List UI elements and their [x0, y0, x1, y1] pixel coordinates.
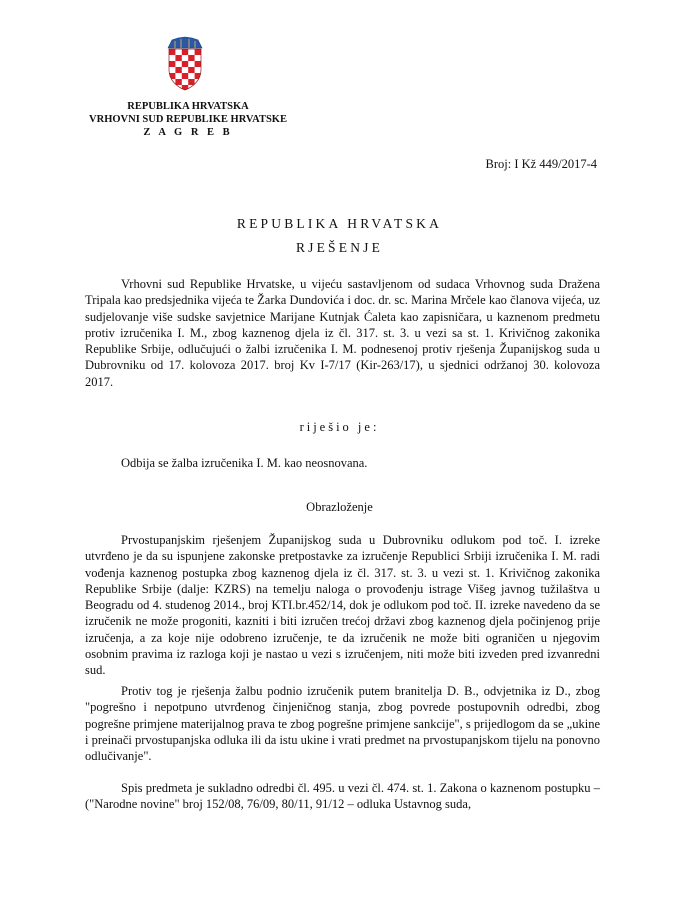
court-city: Z A G R E B — [143, 127, 233, 138]
document-title-country: REPUBLIKA HRVATSKA — [236, 216, 443, 231]
ruling-text: Odbija se žalba izručenika I. M. kao neosnovana. — [121, 456, 368, 470]
reasoning-paragraph: Protiv tog je rješenja žalbu podnio izručenik putem branitelja D. B., odvjetnika iz D., zbog "pogrešno i nepotpuno utvrđenog činjeničnog stanja, zbog povrede postupovnih odredbi, zbog pogrešne primjene materijalnog prava te zbog pogrešne primjene sankcije", s prijedlogom da se „ukine i preinači prvostupanjska odluka ili da istu ukine i vrati predmet na prvostupanjskom tijelu na ponovno odlučivanje". — [85, 684, 600, 764]
reasoning-heading: Obrazloženje — [306, 500, 373, 514]
court-name: VRHOVNI SUD REPUBLIKE HRVATSKE — [89, 114, 287, 125]
intro-paragraph: Vrhovni sud Republike Hrvatske, u vijeću sastavljenom od sudaca Vrhovnog suda Dražena Tripala kao predsjednika vijeća te Žarka Dundovića i doc. dr. sc. Marina Mrčele kao članova vijeća, uz sudjelovanje više sudske savjetnice Marijane Kutnjak Ćaleta kao zapisničara, u kaznenom predmetu protiv izručenika I. M., zbog kaznenog djela iz čl. 317. st. 3. u vezi sa st. 1. Krivičnog zakonika Republike Srbije, odlučujući o žalbi izručenika I. M. podnesenoj protiv rješenja Županijskog suda u Dubrovniku od 17. kolovoza 2017. broj Kv I-7/17 (Kir-263/17), u sjednici održanoj 30. kolovoza 2017. — [85, 277, 600, 389]
reasoning-paragraph: Prvostupanjskim rješenjem Županijskog suda u Dubrovniku odlukom pod toč. I. izreke utvrđeno je da su ispunjene zakonske pretpostavke za izručenje Republici Srbiji izručenika I. M. radi vođenja kaznenog postupka zbog kaznenog djela iz čl. 317. st. 3. u vezi st. 1. Krivičnog zakonika Republike Srbije (dalje: KZRS) na temelju naloga o provođenju istrage Višeg javnog tužilaštva u Beogradu od 4. studenog 2014., broj KTI.br.452/14, dok je odlukom pod toč. II. izreke navedeno da se izručenik ne može progoniti, kazniti i biti izručen trećoj državi zbog kaznenog djela počinjenog prije izručenja, a za koje nije odobreno izručenje, te da izručenik ne može biti ograničen u njegovim osobnim pravima iz razloga koji je nastao u vezi s izručenjem, niti može biti izveden pred izvanredni sud. — [85, 533, 600, 678]
document-title: RJEŠENJE — [295, 240, 384, 255]
coat-of-arms-icon — [165, 36, 205, 92]
court-country: REPUBLIKA HRVATSKA — [127, 101, 249, 112]
case-number: Broj: I Kž 449/2017-4 — [485, 157, 597, 171]
court-header — [78, 100, 298, 139]
ruling-heading: riješio je: — [299, 420, 380, 434]
reasoning-paragraph: Spis predmeta je sukladno odredbi čl. 495. u vezi čl. 474. st. 1. Zakona o kaznenom postupku – ("Narodne novine" broj 152/08, 76/09, 80/11, 91/12 – odluka Ustavnog suda, — [85, 781, 600, 812]
